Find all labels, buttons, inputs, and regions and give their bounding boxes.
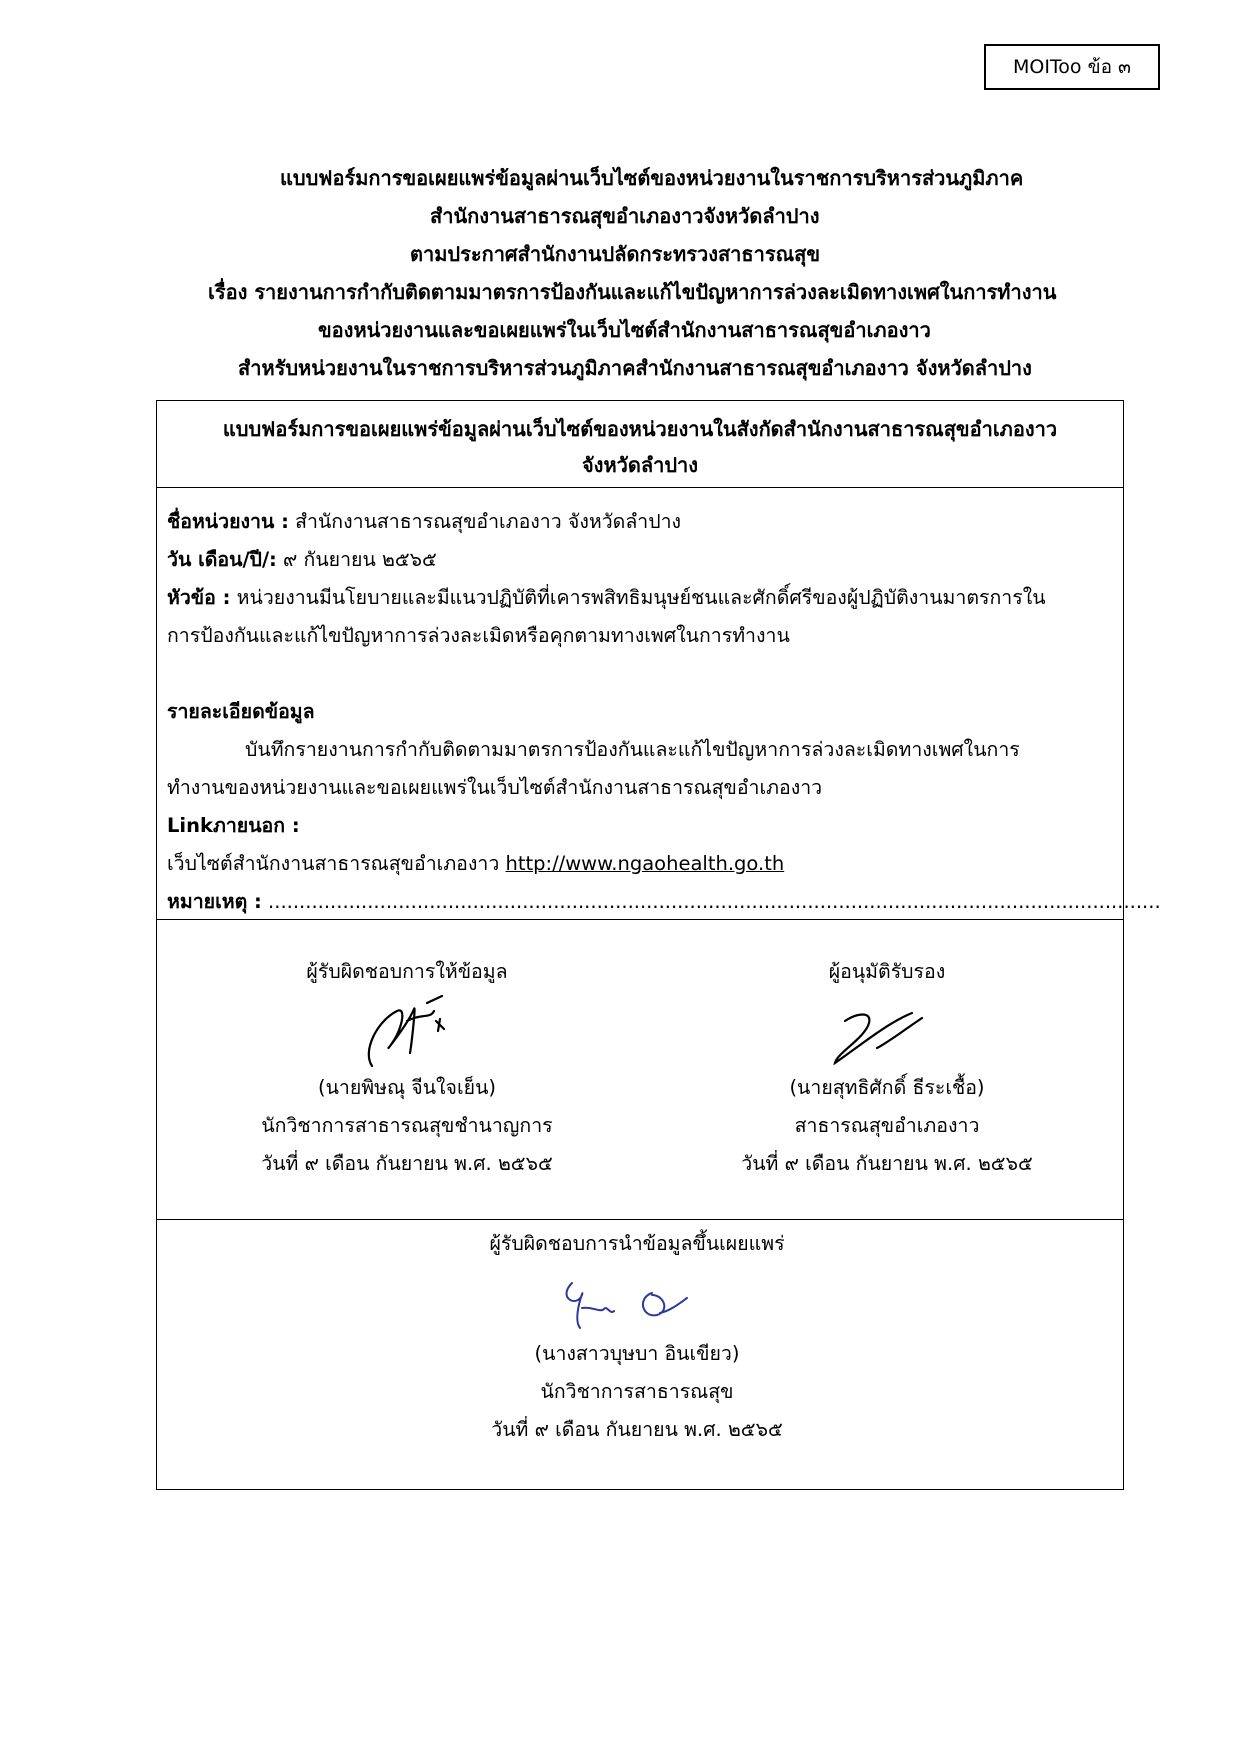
topic-label: หัวข้อ : bbox=[167, 586, 231, 609]
bottom-signer-name: (นางสาวบุษบา อินเขียว) bbox=[534, 1342, 740, 1365]
table-title-line-1: แบบฟอร์มการขอเผยแพร่ข้อมูลผ่านเว็บไซต์ของหน่วยงานในสังกัดสำนักงานสาธารณสุขอำเภองาว bbox=[222, 417, 1058, 441]
topic-value: หน่วยงานมีนโยบายและมีแนวปฏิบัติที่เคารพสิทธิมนุษย์ชนและศักดิ์ศรีของผู้ปฏิบัติงานมาตรการใน bbox=[230, 586, 1046, 609]
right-signature bbox=[827, 993, 937, 1073]
form-table bbox=[156, 400, 1161, 1490]
date-row bbox=[167, 547, 437, 573]
topic-row bbox=[167, 585, 1046, 611]
header-line-5: ของหน่วยงานและขอเผยแพร่ในเว็บไซต์สำนักงานสาธารณสุขอำเภองาว bbox=[318, 318, 931, 342]
divider bbox=[157, 1219, 1123, 1220]
bottom-signer-position: นักวิชาการสาธารณสุข bbox=[540, 1380, 734, 1403]
topic-value-line-2: การป้องกันและแก้ไขปัญหาการล่วงละเมิดหรือคุกตามทางเพศในการทำงาน bbox=[167, 624, 790, 647]
header-line-4: เรื่อง รายงานการกำกับติดตามมาตรการป้องกันและแก้ไขปัญหาการล่วงละเมิดทางเพศในการทำงาน bbox=[208, 280, 1057, 304]
divider bbox=[157, 487, 1123, 488]
bottom-signer-date: วันที่ ๙ เดือน กันยายน พ.ศ. ๒๕๖๕ bbox=[491, 1418, 783, 1441]
detail-line-2: ทำงานของหน่วยงานและขอเผยแพร่ในเว็บไซต์สำนักงานสาธารณสุขอำเภองาว bbox=[167, 776, 823, 799]
date-label: วัน เดือน/ปี/: bbox=[167, 548, 277, 571]
unit-value: สำนักงานสาธารณสุขอำเภองาว จังหวัดลำปาง bbox=[288, 510, 682, 533]
right-signer-role: ผู้อนุมัติรับรอง bbox=[828, 960, 946, 983]
left-signer-name: (นายพิษณุ จีนใจเย็น) bbox=[317, 1076, 497, 1099]
note-dots: ................................................................................................................................................ bbox=[261, 890, 1161, 913]
header-line-3: ตามประกาศสำนักงานปลัดกระทรวงสาธารณสุข bbox=[410, 242, 821, 266]
header-line-2: สำนักงานสาธารณสุขอำเภองาวจังหวัดลำปาง bbox=[430, 204, 820, 228]
website-link[interactable]: http://www.ngaohealth.go.th bbox=[505, 852, 785, 875]
link-row bbox=[167, 851, 784, 877]
table-title-line-2: จังหวัดลำปาง bbox=[581, 453, 699, 477]
header-line-1: แบบฟอร์มการขอเผยแพร่ข้อมูลผ่านเว็บไซต์ของหน่วยงานในราชการบริหารส่วนภูมิภาค bbox=[280, 166, 1024, 190]
left-signer-role: ผู้รับผิดชอบการให้ข้อมูล bbox=[306, 960, 508, 983]
divider bbox=[157, 919, 1123, 920]
bottom-signature bbox=[552, 1273, 722, 1343]
link-label: Linkภายนอก : bbox=[167, 814, 300, 837]
header-line-6: สำหรับหน่วยงานในราชการบริหารส่วนภูมิภาคสำนักงานสาธารณสุขอำเภองาว จังหวัดลำปาง bbox=[238, 356, 1032, 380]
left-signature bbox=[352, 991, 462, 1071]
date-value: ๙ กันยายน ๒๕๖๕ bbox=[276, 548, 437, 571]
document-code: MOIToo ข้อ ๓ bbox=[1012, 56, 1132, 78]
detail-line-1: บันทึกรายงานการกำกับติดตามมาตรการป้องกันและแก้ไขปัญหาการล่วงละเมิดทางเพศในการ bbox=[245, 738, 1020, 761]
document-code-box bbox=[984, 44, 1160, 90]
bottom-signer-role: ผู้รับผิดชอบการนำข้อมูลขึ้นเผยแพร่ bbox=[489, 1232, 785, 1255]
right-signer-date: วันที่ ๙ เดือน กันยายน พ.ศ. ๒๕๖๕ bbox=[741, 1152, 1033, 1175]
detail-label: รายละเอียดข้อมูล bbox=[167, 700, 315, 723]
left-signer-date: วันที่ ๙ เดือน กันยายน พ.ศ. ๒๕๖๕ bbox=[261, 1152, 553, 1175]
right-signer-name: (นายสุทธิศักดิ์ ธีระเชื้อ) bbox=[789, 1076, 985, 1099]
right-signer-position: สาธารณสุขอำเภองาว bbox=[794, 1114, 980, 1137]
unit-label: ชื่อหน่วยงาน : bbox=[167, 510, 289, 533]
left-signer-position: นักวิชาการสาธารณสุขชำนาญการ bbox=[261, 1114, 553, 1137]
unit-row bbox=[167, 509, 681, 535]
link-prefix: เว็บไซต์สำนักงานสาธารณสุขอำเภองาว bbox=[167, 852, 506, 875]
note-row bbox=[167, 889, 1161, 915]
note-label: หมายเหตุ : bbox=[167, 890, 262, 913]
